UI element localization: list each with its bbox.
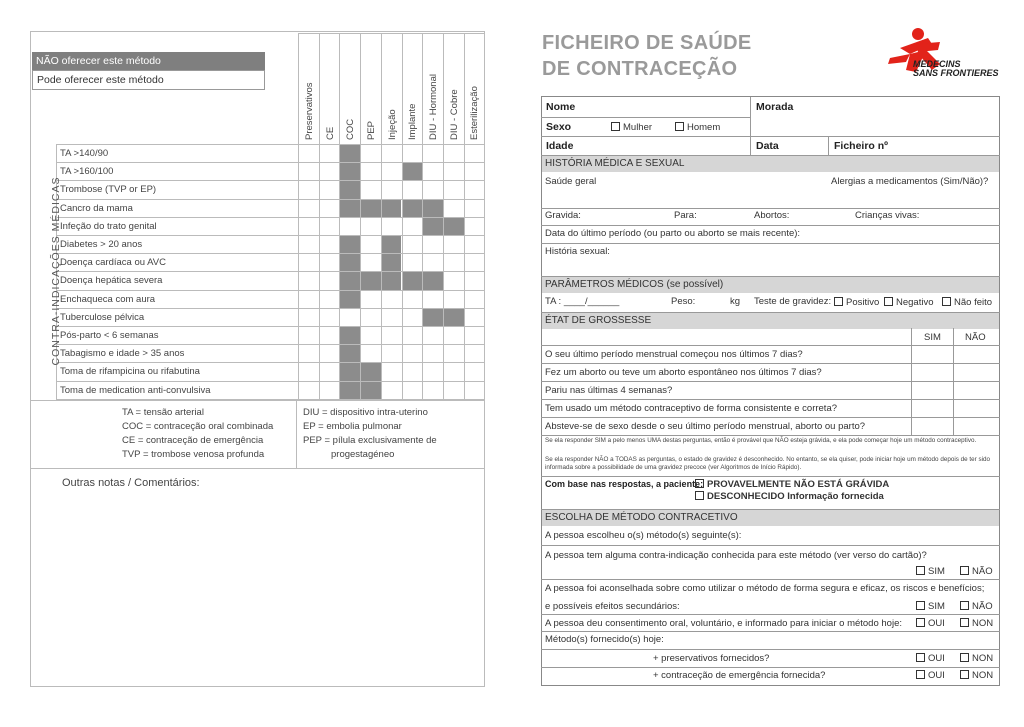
escolha-q5: Método(s) fornecido(s) hoje: xyxy=(545,634,664,645)
column-header xyxy=(443,33,464,144)
contraindicated-cell xyxy=(381,271,402,289)
criancas-label: Crianças vivas: xyxy=(855,210,920,221)
logo-text: MEDECINS SANS FRONTIERES xyxy=(913,59,999,78)
column-header-label: DIU - Cobre xyxy=(448,89,460,140)
com-base-label: Com base nas respostas, a paciente: xyxy=(545,479,704,489)
grid-hline xyxy=(298,33,484,34)
row-label: TA >160/100 xyxy=(60,166,114,178)
row-label: TA >140/90 xyxy=(60,148,109,159)
abortos-label: Abortos: xyxy=(754,210,790,221)
form-rule xyxy=(541,545,1000,546)
grid-hline xyxy=(56,144,484,145)
escolha-q3: A pessoa foi aconselhada sobre como utilizar o método de forma segura e eficaz, os riscos e benefícios; xyxy=(545,583,985,594)
contraindicated-cell xyxy=(360,199,381,217)
form-rule xyxy=(828,136,829,155)
checkbox-icon[interactable] xyxy=(916,601,925,610)
section-grossesse: ÉTAT DE GROSSESSE xyxy=(542,313,999,329)
row-label: Diabetes > 20 anos xyxy=(60,239,143,250)
section-escolha: ESCOLHA DE MÉTODO CONTRACETIVO xyxy=(542,510,999,526)
checkbox-icon[interactable] xyxy=(834,297,843,306)
section-parametros: PARÂMETROS MÉDICOS (se possível) xyxy=(542,277,999,293)
checkbox-icon[interactable] xyxy=(916,653,925,662)
checkbox-icon[interactable] xyxy=(884,297,893,306)
ce-fornecida-label: + contraceção de emergência fornecida? xyxy=(653,670,826,681)
contraindicated-cell xyxy=(339,290,360,308)
nao-header: NÃO xyxy=(965,332,986,343)
grid-hline xyxy=(56,199,484,200)
column-header-label: PEP xyxy=(365,120,377,140)
e6-non-checkbox[interactable]: NON xyxy=(960,653,993,664)
form-rule xyxy=(541,435,1000,436)
contraindicated-cell xyxy=(339,381,360,399)
legend xyxy=(32,52,265,90)
data-label: Data xyxy=(756,140,779,152)
contraindicated-cell xyxy=(360,362,381,380)
form-rule xyxy=(541,579,1000,580)
e2-nao-checkbox[interactable]: NÃO xyxy=(960,566,993,577)
sim-header: SIM xyxy=(924,332,941,343)
pregnancy-note-no: Se ela responder NÃO a TODAS as perguntas, o estado de gravidez é desconhecido. No entanto, se ela quiser, pode iniciar hoje um método depois de ter sido informada sobre a possibilidade de uma gravidez precoce (ver Algoritmos de Início Rápido). xyxy=(545,456,991,471)
e2-sim-checkbox[interactable]: SIM xyxy=(916,566,945,577)
contraindicated-cell xyxy=(402,199,423,217)
row-label: Tuberculose pélvica xyxy=(60,311,145,323)
checkbox-icon[interactable] xyxy=(916,618,925,627)
row-label: Toma de rifampicina ou rifabutina xyxy=(60,366,200,378)
prov-checkbox[interactable]: PROVAVELMENTE NÃO ESTÁ GRÁVIDA xyxy=(695,479,889,490)
checkbox-icon[interactable] xyxy=(916,566,925,575)
pregnancy-question: O seu último período menstrual começou nos últimos 7 dias? xyxy=(545,349,803,360)
ficheiro-label: Ficheiro nº xyxy=(834,140,889,152)
row-label: Enchaqueca com aura xyxy=(60,293,156,305)
preservativos-label: + preservativos fornecidos? xyxy=(653,653,770,664)
contraindicated-cell xyxy=(339,180,360,198)
peso-label: Peso: xyxy=(671,296,696,307)
grid-hline xyxy=(56,217,484,218)
row-label: Doença hepática severa xyxy=(60,275,163,287)
contraindicated-cell xyxy=(422,199,443,217)
checkbox-icon[interactable] xyxy=(960,653,969,662)
escolha-q4: A pessoa deu consentimento oral, voluntário, e informado para iniciar o método hoje: xyxy=(545,618,902,629)
checkbox-icon[interactable] xyxy=(695,479,704,488)
e7-non-checkbox[interactable]: NON xyxy=(960,670,993,681)
contraindicated-cell xyxy=(402,271,423,289)
form-rule xyxy=(541,399,1000,400)
contraindicated-cell xyxy=(339,162,360,180)
form-rule xyxy=(541,345,1000,346)
contraindicated-cell xyxy=(339,344,360,362)
form-rule xyxy=(541,225,1000,226)
checkbox-icon[interactable] xyxy=(942,297,951,306)
grid-hline xyxy=(56,344,484,345)
page-title: FICHEIRO DE SAÚDE DE CONTRACEÇÃO xyxy=(542,32,752,80)
column-header-label: Injeção xyxy=(386,109,398,140)
notes-label: Outras notas / Comentários: xyxy=(62,477,200,489)
sexo-label: Sexo xyxy=(546,121,572,133)
form-rule xyxy=(541,417,1000,418)
checkbox-icon[interactable] xyxy=(611,122,620,131)
contraindicated-cell xyxy=(339,199,360,217)
e6-oui-checkbox[interactable]: OUI xyxy=(916,653,945,664)
negativo-checkbox[interactable]: Negativo xyxy=(884,297,934,308)
nome-label: Nome xyxy=(546,101,576,113)
grid-vline xyxy=(484,33,485,399)
nao-feito-checkbox[interactable]: Não feito xyxy=(942,297,992,308)
grid-hline xyxy=(56,326,484,327)
form-rule xyxy=(541,117,750,118)
column-header-label: Preservativos xyxy=(303,82,315,140)
idade-label: Idade xyxy=(546,140,574,152)
e4-oui-checkbox[interactable]: OUI xyxy=(916,618,945,629)
contraindicated-cell xyxy=(339,235,360,253)
legend-can-offer: Pode oferecer este método xyxy=(32,70,265,90)
gravida-label: Gravida: xyxy=(545,210,581,221)
teste-label: Teste de gravidez: xyxy=(754,296,832,307)
grid-hline xyxy=(56,362,484,363)
contraindicated-cell xyxy=(422,271,443,289)
contraindicated-cell xyxy=(339,144,360,162)
form-rule xyxy=(541,381,1000,382)
grid-hline xyxy=(56,180,484,181)
e7-oui-checkbox[interactable]: OUI xyxy=(916,670,945,681)
column-header-label: DIU - Hormonal xyxy=(428,74,440,140)
contraindicated-cell xyxy=(360,271,381,289)
pregnancy-question: Pariu nas últimas 4 semanas? xyxy=(545,385,673,396)
grid-hline xyxy=(56,271,484,272)
column-header-label: COC xyxy=(345,118,357,140)
saude-geral-label: Saúde geral xyxy=(545,176,597,187)
column-header xyxy=(298,33,319,144)
row-label: Trombose (TVP or EP) xyxy=(60,184,157,196)
pregnancy-question: Fez um aborto ou teve um aborto espontâneo nos últimos 7 dias? xyxy=(545,367,822,378)
checkbox-icon[interactable] xyxy=(916,670,925,679)
form-rule xyxy=(541,208,1000,209)
grid-hline xyxy=(56,235,484,236)
column-header-label: CE xyxy=(324,126,336,140)
section-historia: HISTÓRIA MÉDICA E SEXUAL xyxy=(542,156,999,172)
form-rule xyxy=(750,97,751,155)
row-label: Toma de medication anti-convulsiva xyxy=(60,384,211,396)
alergias-label: Alergias a medicamentos (Sim/Não)? xyxy=(831,176,989,187)
column-header xyxy=(464,33,485,144)
contraindicated-cell xyxy=(443,308,464,326)
form-rule xyxy=(541,476,1000,477)
row-label: Infeção do trato genital xyxy=(60,220,157,232)
ta-field: TA : ____/______ xyxy=(545,296,620,307)
historia-sexual-label: História sexual: xyxy=(545,246,610,257)
contraindicated-cell xyxy=(339,253,360,271)
contraindicated-cell xyxy=(381,235,402,253)
ultimo-periodo-label: Data do último período (ou parto ou aborto se mais recente): xyxy=(545,228,801,239)
form-rule xyxy=(541,136,1000,137)
checkbox-icon[interactable] xyxy=(960,618,969,627)
form-rule xyxy=(541,363,1000,364)
form-rule xyxy=(541,614,1000,615)
escolha-q1: A pessoa escolheu o(s) método(s) seguinte(s): xyxy=(545,530,742,541)
contraindicated-cell xyxy=(381,253,402,271)
grid-hline xyxy=(56,381,484,382)
contraindicated-cell xyxy=(422,217,443,235)
side-label: CONTRA-INDICAÇÕES MÉDICAS xyxy=(50,176,62,366)
pregnancy-question: Absteve-se de sexo desde o seu último período menstrual, aborto ou parto? xyxy=(545,421,866,432)
contraindicated-cell xyxy=(443,217,464,235)
column-header xyxy=(360,33,381,144)
positivo-checkbox[interactable]: Positivo xyxy=(834,297,879,308)
para-label: Para: xyxy=(674,210,697,221)
contraindicated-cell xyxy=(339,362,360,380)
contraindicated-cell xyxy=(339,271,360,289)
pregnancy-question: Tem usado um método contraceptivo de forma consistente e correta? xyxy=(545,403,838,414)
grid-hline xyxy=(56,290,484,291)
form-rule xyxy=(541,667,1000,668)
form-rule xyxy=(541,649,1000,650)
e3-nao-checkbox[interactable]: NÃO xyxy=(960,601,993,612)
legend-not-offer: NÃO oferecer este método xyxy=(32,52,265,70)
kg-label: kg xyxy=(730,296,741,307)
contraindicated-cell xyxy=(422,308,443,326)
checkbox-icon[interactable] xyxy=(695,491,704,500)
escolha-q2: A pessoa tem alguma contra-indicação conhecida para este método (ver verso do cartão)? xyxy=(545,550,927,561)
row-label: Doença cardíaca ou AVC xyxy=(60,257,166,269)
form-rule xyxy=(541,243,1000,244)
checkbox-icon[interactable] xyxy=(960,670,969,679)
row-label: Cancro da mama xyxy=(60,202,133,214)
contraindicated-cell xyxy=(402,162,423,180)
e3-sim-checkbox[interactable]: SIM xyxy=(916,601,945,612)
column-header-label: Esterilização xyxy=(469,86,481,140)
column-header xyxy=(381,33,402,144)
form-rule xyxy=(541,631,1000,632)
pregnancy-note-yes: Se ela responder SIM a pelo menos UMA destas perguntas, então é provável que NÃO esteja grávida, e ela pode começar hoje um método contraceptivo. xyxy=(545,437,977,444)
column-header xyxy=(339,33,360,144)
homem-checkbox[interactable]: Homem xyxy=(675,122,720,133)
column-header-label: Implante xyxy=(407,103,419,140)
checkbox-icon[interactable] xyxy=(960,601,969,610)
column-header xyxy=(402,33,423,144)
row-label: Tabagismo e idade > 35 anos xyxy=(60,348,185,360)
abbrev-left: TA = tensão arterial COC = contraceção oral combinada CE = contraceção de emergência TVP = trombose venosa profunda xyxy=(122,407,274,460)
grid-hline xyxy=(56,162,484,163)
desc-checkbox[interactable]: DESCONHECIDO Informação fornecida xyxy=(695,491,884,502)
morada-label: Morada xyxy=(756,101,794,113)
column-header xyxy=(319,33,340,144)
grid-hline xyxy=(56,253,484,254)
abbrev-right: DIU = dispositivo intra-uterino EP = embolia pulmonar PEP = pílula exclusivamente de progestagéneo xyxy=(303,407,437,460)
contraindicated-cell xyxy=(360,381,381,399)
contraindicated-cell xyxy=(339,326,360,344)
grid-hline xyxy=(56,308,484,309)
checkbox-icon[interactable] xyxy=(675,122,684,131)
row-label: Pós-parto < 6 semanas xyxy=(60,330,159,341)
mulher-checkbox[interactable]: Mulher xyxy=(611,122,652,133)
column-header xyxy=(422,33,443,144)
contraindicated-cell xyxy=(381,199,402,217)
escolha-q3b: e possíveis efeitos secundários: xyxy=(545,601,680,612)
checkbox-icon[interactable] xyxy=(960,566,969,575)
e4-non-checkbox[interactable]: NON xyxy=(960,618,993,629)
